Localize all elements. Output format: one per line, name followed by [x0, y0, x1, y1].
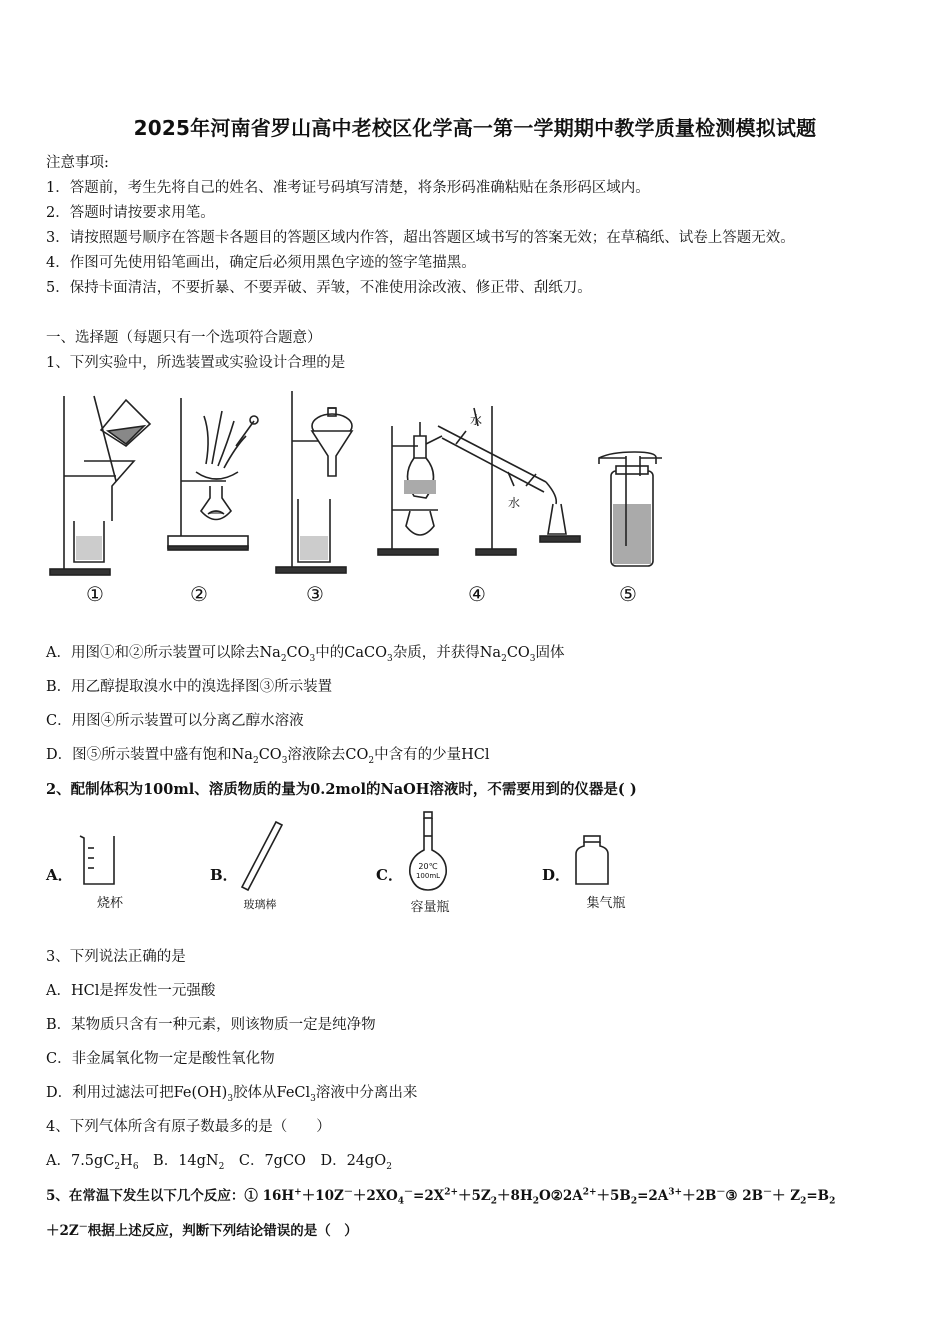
flask-text-temp: 20℃ [418, 862, 438, 871]
q4-stem: 4、下列气体所含有原子数最多的是（ ） [46, 1119, 331, 1135]
q3-option-a: A．HCl是挥发性一元强酸 [46, 983, 216, 999]
fig-label-1: ① [86, 582, 104, 606]
q2-option-b-caption: 玻璃棒 [243, 898, 277, 911]
q2-option-a-caption: 烧杯 [96, 896, 123, 911]
notice-item-5: 5．保持卡面清洁，不要折暴、不要弄破、弄皱，不准使用涂改液、修正带、刮纸刀。 [46, 280, 592, 296]
notice-item-3: 3．请按照题号顺序在答题卡各题目的答题区域内作答，超出答题区域书写的答案无效；在草稿纸、试卷上答题无效。 [46, 230, 795, 246]
q3-stem: 3、下列说法正确的是 [46, 949, 186, 965]
q2-option-c-letter: C． [376, 866, 403, 884]
apparatus-gas-washing-bottle-icon [599, 452, 662, 566]
q5-stem-line1: 5、在常温下发生以下几个反应：① $16H^++10Z^-+2XO_4^-=2X^{2+}+5Z_2+8H_2O②2A^{2+}+5B_2=2A^{3+}+2B^-③$ $2B^-+ Z_2=B_2$ [46, 1187, 836, 1207]
flask-text-volume: 100mL [415, 872, 441, 880]
page-title: 2025年河南省罗山高中老校区化学高一第一学期期中教学质量检测模拟试题 [133, 116, 817, 140]
volumetric-flask-icon [404, 810, 452, 894]
q1-option-a: A．用图①和②所示装置可以除去$Na_2CO_3$中的CaCO$_3$杂质，并获得$Na_2CO_3$固体 [46, 645, 565, 664]
glass-rod-icon [238, 820, 288, 892]
q2-option-d-caption: 集气瓶 [586, 896, 626, 911]
q2-option-c-caption: 容量瓶 [410, 900, 450, 915]
q1-option-b: B．用乙醇提取溴水中的溴选择图③所示装置 [46, 679, 333, 695]
fig-label-2: ② [190, 582, 208, 606]
q2-option-d-letter: D． [542, 866, 571, 884]
fig-label-3: ③ [306, 582, 324, 606]
notice-item-2: 2．答题时请按要求用笔。 [46, 205, 215, 221]
section-heading: 一、选择题（每题只有一个选项符合题意） [46, 330, 322, 346]
q4-options: A．$7.5gC_2H_6$ B．$14gN_2$ C．7gCO D．$24gO_2$ [46, 1153, 392, 1172]
q1-option-d: D．图⑤所示装置中盛有饱和$Na_2CO_3$溶液除去$CO_2$中含有的少量HCl [46, 747, 490, 766]
apparatus-distillation-icon [378, 406, 580, 555]
q1-apparatus-figure [46, 386, 676, 586]
q5-stem-line2: ＋2Z－根据上述反应，判断下列结论错误的是（ ） [46, 1222, 358, 1239]
q2-stem: 2、配制体积为100ml、溶质物质的量为0.2mol的NaOH溶液时，不需要用到的仪器是( ) [46, 781, 637, 798]
q1-option-c: C．用图④所示装置可以分离乙醇水溶液 [46, 713, 304, 729]
apparatus-separatory-funnel-icon [276, 391, 352, 573]
q3-option-d: D．利用过滤法可把$Fe(OH)_3$胶体从FeCl$_3$溶液中分离出来 [46, 1085, 418, 1104]
notice-heading: 注意事项: [46, 155, 109, 171]
q3-option-b: B．某物质只含有一种元素，则该物质一定是纯净物 [46, 1017, 376, 1033]
fig-label-5: ⑤ [619, 582, 637, 606]
fig-label-4: ④ [468, 582, 486, 606]
beaker-icon [76, 832, 120, 888]
apparatus-filtration-icon [50, 396, 150, 575]
notice-item-4: 4．作图可先使用铅笔画出，确定后必须用黑色字迹的签字笔描黑。 [46, 255, 476, 271]
q2-option-b-letter: B． [210, 866, 238, 884]
notice-item-1: 1．答题前，考生先将自己的姓名、准考证号码填写清楚，将条形码准确粘贴在条形码区域内。 [46, 180, 650, 196]
apparatus-evaporation-icon [168, 398, 258, 550]
gas-collecting-bottle-icon [574, 834, 610, 888]
water-out-label: 水 [508, 496, 521, 510]
water-in-label: 水 [470, 413, 483, 427]
q1-stem: 1、下列实验中，所选装置或实验设计合理的是 [46, 355, 346, 371]
q2-option-a-letter: A． [46, 866, 73, 884]
q3-option-c: C．非金属氧化物一定是酸性氧化物 [46, 1051, 275, 1067]
